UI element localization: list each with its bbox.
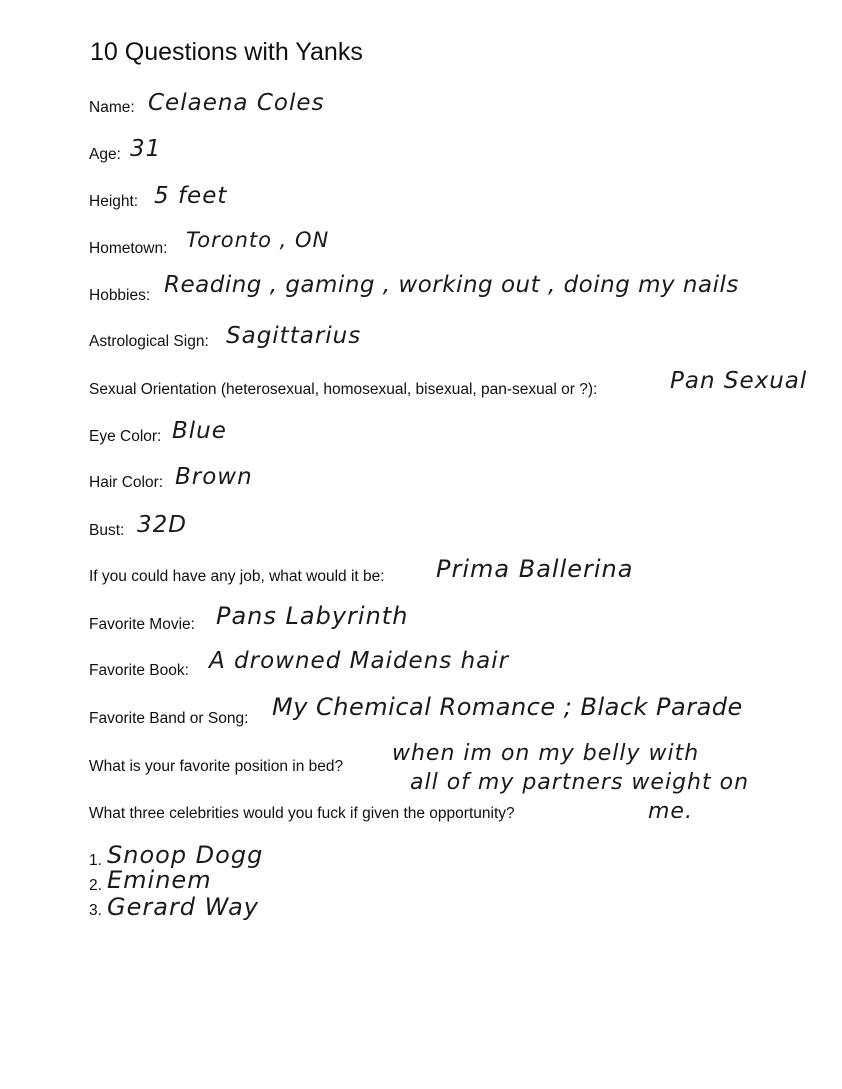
position-answer-line-1: when im on my belly with bbox=[392, 741, 700, 766]
band-label: Favorite Band or Song: bbox=[89, 710, 249, 727]
celebrity-number-3: 3. bbox=[89, 902, 102, 919]
orientation-label: Sexual Orientation (heterosexual, homosexual, bisexual, pan-sexual or ?): bbox=[89, 381, 598, 398]
celebrities-label: What three celebrities would you fuck if given the opportunity? bbox=[89, 805, 515, 822]
job-answer: Prima Ballerina bbox=[436, 555, 634, 583]
sign-answer: Sagittarius bbox=[226, 323, 362, 349]
hair-label: Hair Color: bbox=[89, 474, 164, 491]
height-label: Height: bbox=[89, 193, 139, 210]
hair-answer: Brown bbox=[175, 464, 253, 490]
celebrity-name-3: Gerard Way bbox=[107, 893, 259, 921]
job-label: If you could have any job, what would it be: bbox=[89, 568, 385, 585]
bust-label: Bust: bbox=[89, 522, 125, 539]
age-label: Age: bbox=[89, 146, 121, 163]
hobbies-label: Hobbies: bbox=[89, 287, 151, 304]
celebrity-number-1: 1. bbox=[89, 852, 102, 869]
celebrity-name-1: Snoop Dogg bbox=[107, 841, 264, 869]
hobbies-answer: Reading , gaming , working out , doing my nails bbox=[164, 272, 739, 298]
eye-label: Eye Color: bbox=[89, 428, 162, 445]
hometown-label: Hometown: bbox=[89, 240, 168, 257]
name-label: Name: bbox=[89, 99, 135, 116]
age-answer: 31 bbox=[130, 136, 162, 162]
celebrity-number-2: 2. bbox=[89, 877, 102, 894]
page-title: 10 Questions with Yanks bbox=[90, 38, 363, 66]
position-label: What is your favorite position in bed? bbox=[89, 758, 344, 775]
eye-answer: Blue bbox=[172, 418, 227, 444]
height-answer: 5 feet bbox=[154, 183, 228, 209]
book-label: Favorite Book: bbox=[89, 662, 189, 679]
position-answer-line-2: all of my partners weight on bbox=[410, 770, 750, 795]
sign-label: Astrological Sign: bbox=[89, 333, 209, 350]
orientation-answer: Pan Sexual bbox=[670, 368, 808, 394]
position-answer-line-3: me. bbox=[648, 799, 693, 824]
band-answer: My Chemical Romance ; Black Parade bbox=[272, 693, 743, 721]
movie-answer: Pans Labyrinth bbox=[216, 602, 409, 630]
movie-label: Favorite Movie: bbox=[89, 616, 195, 633]
book-answer: A drowned Maidens hair bbox=[209, 648, 510, 674]
name-answer: Celaena Coles bbox=[148, 90, 325, 116]
bust-answer: 32D bbox=[137, 512, 187, 538]
celebrity-name-2: Eminem bbox=[107, 866, 212, 894]
hometown-answer: Toronto , ON bbox=[186, 228, 330, 252]
